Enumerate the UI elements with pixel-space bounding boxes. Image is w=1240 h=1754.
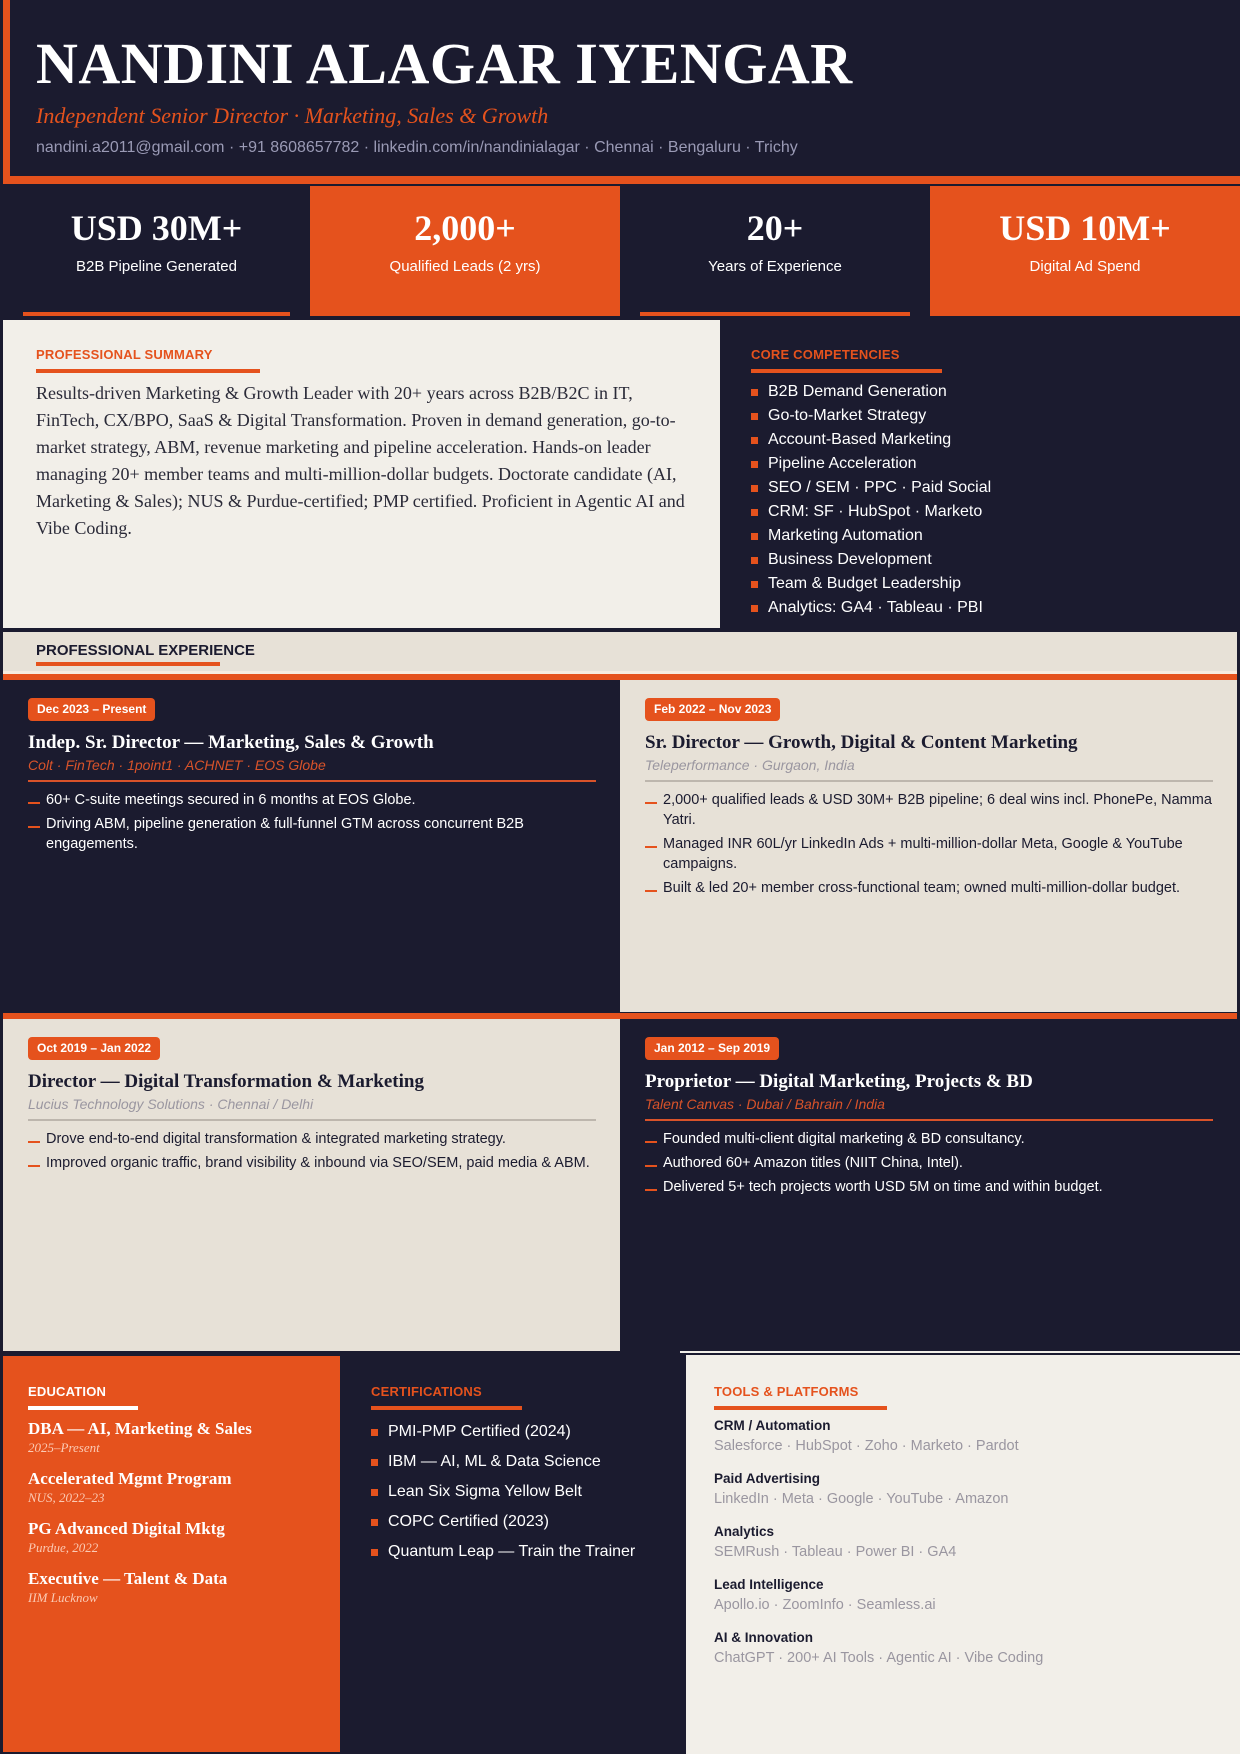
job-company: Colt · FinTech · 1point1 · ACHNET · EOS Globe bbox=[28, 757, 326, 773]
square-bullet-icon bbox=[751, 437, 758, 444]
job-company: Lucius Technology Solutions · Chennai / Delhi bbox=[28, 1096, 314, 1112]
list-item: COPC Certified (2023) bbox=[371, 1507, 635, 1537]
square-bullet-icon bbox=[751, 389, 758, 396]
section-underline bbox=[36, 369, 260, 373]
list-item: Analytics: GA4 · Tableau · PBI bbox=[751, 596, 991, 620]
list-item: Go-to-Market Strategy bbox=[751, 404, 991, 428]
list-item: CRM: SF · HubSpot · Marketo bbox=[751, 500, 991, 524]
professional-summary bbox=[3, 320, 720, 628]
square-bullet-icon bbox=[751, 461, 758, 468]
stat-card-pipeline bbox=[3, 186, 310, 316]
tool-category: AI & Innovation bbox=[714, 1630, 813, 1645]
dash-bullet-icon bbox=[645, 846, 657, 848]
tools-section bbox=[686, 1355, 1240, 1754]
degree-detail: NUS, 2022–23 bbox=[28, 1490, 105, 1505]
list-item: Team & Budget Leadership bbox=[751, 572, 991, 596]
job-bullets bbox=[645, 1129, 1215, 1201]
tool-items: LinkedIn · Meta · Google · YouTube · Amazon bbox=[714, 1491, 1009, 1507]
competency-list bbox=[751, 380, 991, 620]
section-underline bbox=[714, 1406, 887, 1410]
stat-card-leads bbox=[310, 186, 620, 316]
education-item bbox=[28, 1518, 225, 1556]
summary-text: Results-driven Marketing & Growth Leader with 20+ years across B2B/B2C in IT, FinTech, CX/BPO, SaaS & Digital Transformation. Proven in demand generation, go-to-market strategy, ABM, revenue marketing and pipeline acceleration. Hands-on leader managing 20+ member teams and multi-million-dollar budgets. Doctorate candidate (AI, Marketing & Sales); NUS & Purdue-certified; PMP certified. Proficient in Agentic AI and Vibe Coding. bbox=[36, 383, 685, 538]
tool-group bbox=[714, 1417, 1019, 1457]
job-divider bbox=[28, 780, 596, 782]
stat-underline bbox=[23, 312, 290, 316]
list-item: Lean Six Sigma Yellow Belt bbox=[371, 1477, 635, 1507]
list-item: Marketing Automation bbox=[751, 524, 991, 548]
section-underline bbox=[751, 369, 942, 373]
list-item: Delivered 5+ tech projects worth USD 5M on time and within budget. bbox=[645, 1177, 1215, 1197]
tool-group bbox=[714, 1629, 1043, 1669]
job-title: Proprietor — Digital Marketing, Projects & BD bbox=[645, 1071, 1033, 1092]
stat-value: USD 10M+ bbox=[999, 208, 1171, 248]
education-item bbox=[28, 1418, 252, 1456]
section-title: PROFESSIONAL SUMMARY bbox=[36, 347, 213, 362]
square-bullet-icon bbox=[751, 581, 758, 588]
dash-bullet-icon bbox=[645, 890, 657, 892]
square-bullet-icon bbox=[371, 1519, 378, 1526]
square-bullet-icon bbox=[371, 1429, 378, 1436]
tool-category: Lead Intelligence bbox=[714, 1577, 824, 1592]
job-title: Sr. Director — Growth, Digital & Content Marketing bbox=[645, 732, 1078, 753]
tool-category: Analytics bbox=[714, 1524, 775, 1539]
stat-underline bbox=[640, 312, 910, 316]
tool-group bbox=[714, 1576, 936, 1616]
tool-items: ChatGPT · 200+ AI Tools · Agentic AI · Vibe Coding bbox=[714, 1650, 1044, 1666]
tagline: Independent Senior Director · Marketing, Sales & Growth bbox=[36, 103, 549, 128]
dash-bullet-icon bbox=[28, 1165, 40, 1167]
square-bullet-icon bbox=[371, 1549, 378, 1556]
dash-bullet-icon bbox=[28, 826, 40, 828]
date-badge: Oct 2019 – Jan 2022 bbox=[28, 1037, 160, 1060]
stat-card-experience bbox=[620, 186, 930, 316]
section-underline bbox=[28, 1406, 138, 1410]
degree-detail: 2025–Present bbox=[28, 1440, 100, 1455]
list-item: Founded multi-client digital marketing & BD consultancy. bbox=[645, 1129, 1215, 1149]
accent-bar bbox=[3, 0, 10, 182]
section-underline bbox=[36, 662, 220, 666]
dash-bullet-icon bbox=[645, 1189, 657, 1191]
list-item: Improved organic traffic, brand visibility & inbound via SEO/SEM, paid media & ABM. bbox=[28, 1153, 598, 1173]
stat-value: USD 30M+ bbox=[70, 208, 243, 248]
date-badge: Dec 2023 – Present bbox=[28, 698, 155, 721]
job-company: Talent Canvas · Dubai / Bahrain / India bbox=[645, 1096, 885, 1112]
tool-group bbox=[714, 1523, 956, 1563]
dash-bullet-icon bbox=[645, 1141, 657, 1143]
tool-items: SEMRush · Tableau · Power BI · GA4 bbox=[714, 1544, 957, 1560]
degree-detail: IIM Lucknow bbox=[28, 1590, 98, 1605]
section-title: PROFESSIONAL EXPERIENCE bbox=[36, 642, 255, 659]
section-title: TOOLS & PLATFORMS bbox=[714, 1384, 859, 1399]
tool-group bbox=[714, 1470, 1008, 1510]
degree: Executive — Talent & Data bbox=[28, 1569, 228, 1588]
certification-list bbox=[371, 1417, 635, 1567]
square-bullet-icon bbox=[751, 485, 758, 492]
list-item: Authored 60+ Amazon titles (NIIT China, Intel). bbox=[645, 1153, 1215, 1173]
dash-bullet-icon bbox=[645, 1165, 657, 1167]
square-bullet-icon bbox=[751, 557, 758, 564]
education-section bbox=[3, 1356, 340, 1752]
section-underline bbox=[371, 1406, 522, 1410]
job-title: Indep. Sr. Director — Marketing, Sales & Growth bbox=[28, 732, 434, 753]
dash-bullet-icon bbox=[28, 1141, 40, 1143]
list-item: PMI-PMP Certified (2024) bbox=[371, 1417, 635, 1447]
tool-category: CRM / Automation bbox=[714, 1418, 831, 1433]
square-bullet-icon bbox=[751, 533, 758, 540]
dash-bullet-icon bbox=[28, 802, 40, 804]
list-item: Driving ABM, pipeline generation & full-funnel GTM across concurrent B2B engagements. bbox=[28, 814, 598, 854]
list-item: Drove end-to-end digital transformation & integrated marketing strategy. bbox=[28, 1129, 598, 1149]
stat-label: B2B Pipeline Generated bbox=[76, 258, 237, 275]
job-card bbox=[3, 1019, 620, 1351]
section-title: EDUCATION bbox=[28, 1384, 107, 1399]
list-item: Account-Based Marketing bbox=[751, 428, 991, 452]
contact-line: nandini.a2011@gmail.com · +91 8608657782 · linkedin.com/in/nandinialagar · Chennai · Bengaluru · Trichy bbox=[36, 139, 798, 156]
degree: DBA — AI, Marketing & Sales bbox=[28, 1419, 252, 1438]
tool-category: Paid Advertising bbox=[714, 1471, 821, 1486]
square-bullet-icon bbox=[371, 1459, 378, 1466]
tool-items: Salesforce · HubSpot · Zoho · Marketo · Pardot bbox=[714, 1438, 1019, 1454]
stat-label: Digital Ad Spend bbox=[1029, 258, 1141, 275]
education-item bbox=[28, 1568, 227, 1606]
date-badge: Feb 2022 – Nov 2023 bbox=[645, 698, 780, 721]
degree-detail: Purdue, 2022 bbox=[28, 1540, 99, 1555]
list-item: 60+ C-suite meetings secured in 6 months at EOS Globe. bbox=[28, 790, 598, 810]
list-item: Quantum Leap — Train the Trainer bbox=[371, 1537, 635, 1567]
job-company: Teleperformance · Gurgaon, India bbox=[645, 757, 855, 773]
job-bullets bbox=[28, 1129, 598, 1177]
section-title: CORE COMPETENCIES bbox=[751, 347, 900, 362]
header-divider bbox=[3, 176, 1240, 184]
square-bullet-icon bbox=[751, 509, 758, 516]
list-item: Managed INR 60L/yr LinkedIn Ads + multi-million-dollar Meta, Google & YouTube campaigns. bbox=[645, 834, 1215, 874]
job-card bbox=[3, 680, 620, 1012]
list-item: Built & led 20+ member cross-functional team; owned multi-million-dollar budget. bbox=[645, 878, 1215, 898]
stat-value: 2,000+ bbox=[414, 208, 516, 248]
list-item: Business Development bbox=[751, 548, 991, 572]
square-bullet-icon bbox=[751, 605, 758, 612]
stat-card-ad-spend bbox=[930, 186, 1240, 316]
square-bullet-icon bbox=[371, 1489, 378, 1496]
education-item bbox=[28, 1468, 232, 1506]
date-badge: Jan 2012 – Sep 2019 bbox=[645, 1037, 779, 1060]
list-item: B2B Demand Generation bbox=[751, 380, 991, 404]
degree: Accelerated Mgmt Program bbox=[28, 1469, 232, 1488]
list-item: 2,000+ qualified leads & USD 30M+ B2B pipeline; 6 deal wins incl. PhonePe, Namma Yatri. bbox=[645, 790, 1215, 830]
list-item: IBM — AI, ML & Data Science bbox=[371, 1447, 635, 1477]
certifications-section bbox=[340, 1354, 685, 1754]
list-item: SEO / SEM · PPC · Paid Social bbox=[751, 476, 991, 500]
job-bullets bbox=[645, 790, 1215, 902]
section-title: CERTIFICATIONS bbox=[371, 1384, 482, 1399]
degree: PG Advanced Digital Mktg bbox=[28, 1519, 225, 1538]
job-card bbox=[620, 1019, 1237, 1351]
experience-header bbox=[3, 632, 1237, 672]
dash-bullet-icon bbox=[645, 802, 657, 804]
job-card bbox=[620, 680, 1237, 1012]
job-divider bbox=[645, 1119, 1213, 1121]
stat-value: 20+ bbox=[746, 208, 804, 248]
stat-label: Qualified Leads (2 yrs) bbox=[389, 258, 541, 275]
stat-label: Years of Experience bbox=[708, 258, 842, 275]
job-title: Director — Digital Transformation & Marketing bbox=[28, 1071, 424, 1092]
core-competencies bbox=[720, 320, 1240, 628]
list-item: Pipeline Acceleration bbox=[751, 452, 991, 476]
job-divider bbox=[28, 1119, 596, 1121]
square-bullet-icon bbox=[751, 413, 758, 420]
tool-items: Apollo.io · ZoomInfo · Seamless.ai bbox=[714, 1597, 936, 1613]
candidate-name: NANDINI ALAGAR IYENGAR bbox=[36, 31, 853, 96]
job-bullets bbox=[28, 790, 598, 858]
job-divider bbox=[645, 780, 1213, 782]
